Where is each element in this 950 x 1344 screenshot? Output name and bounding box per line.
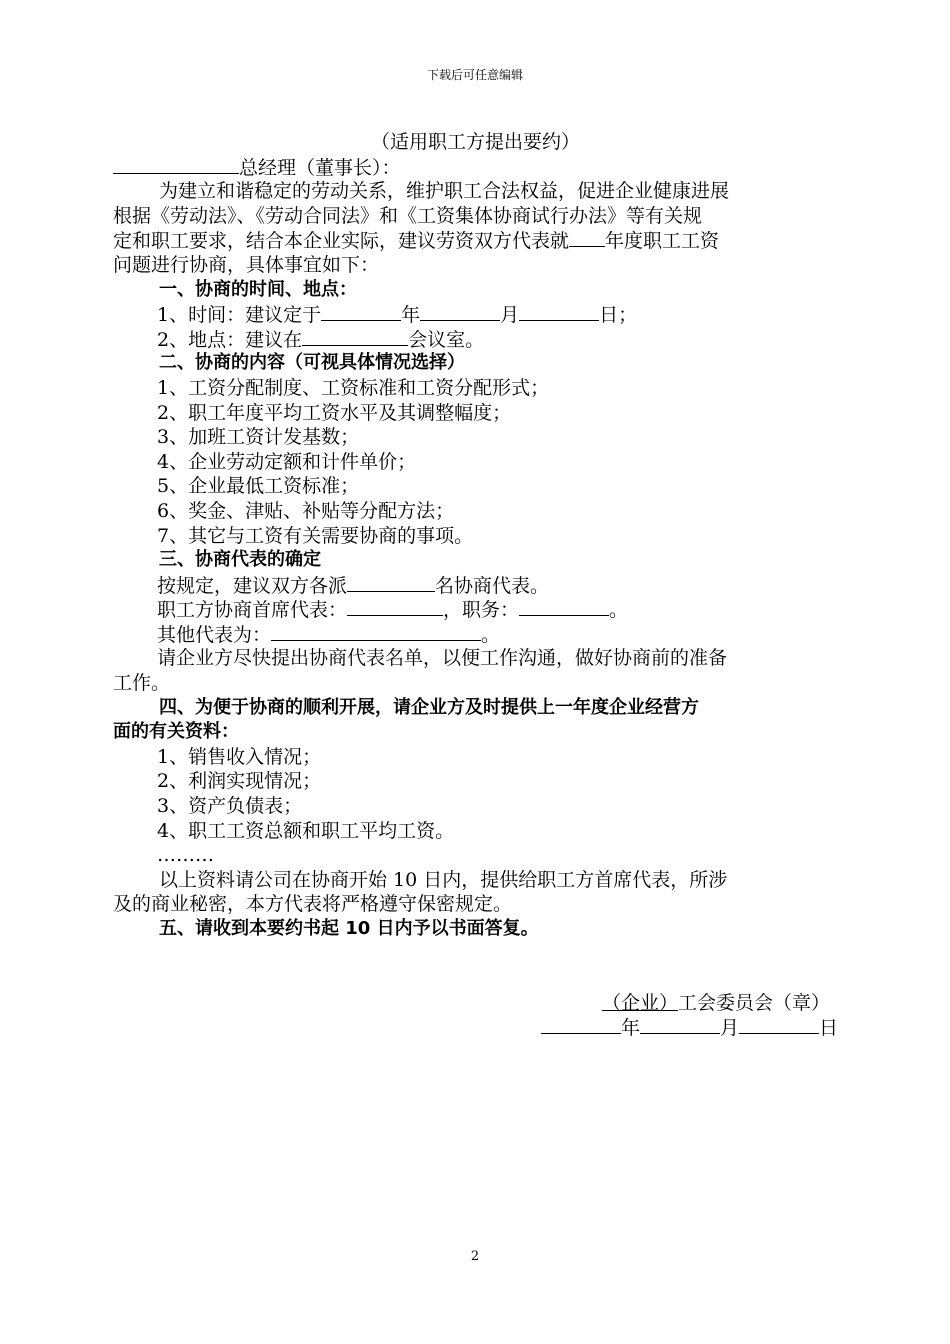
- chief-rep-end: 。: [609, 599, 629, 622]
- sign-month-blank[interactable]: [640, 1015, 720, 1034]
- list-item: 3、加班工资计发基数；: [157, 426, 360, 449]
- signature-org-line: [113, 991, 838, 1016]
- page-number: 2: [470, 1249, 480, 1264]
- section4-heading-line-2: 面的有关资料：: [113, 721, 239, 743]
- signature-org: （企业）: [601, 991, 678, 1014]
- intro-line-2: 根据《劳动法》、《劳动合同法》和《工资集体协商试行办法》等有关规: [113, 204, 703, 227]
- intro-line-1: 为建立和谐稳定的劳动关系，维护职工合法权益，促进企业健康进展: [159, 180, 730, 203]
- place-suffix: 会议室。: [408, 328, 485, 351]
- list-item: 7、其它与工资有关需要协商的事项。: [157, 524, 474, 547]
- list-item: 5、企业最低工资标准；: [157, 475, 360, 498]
- header-note: 下载后可任意编辑: [426, 68, 523, 82]
- time-year-blank[interactable]: [321, 302, 401, 321]
- list-item: 1、工资分配制度、工资标准和工资分配形式；: [157, 376, 550, 399]
- company-name-blank[interactable]: [113, 155, 239, 174]
- signature-date-line: [113, 1015, 838, 1040]
- request-line-1: 请企业方尽快提出协商代表名单，以便工作沟通，做好协商前的准备: [157, 647, 728, 670]
- signature-committee: 工会委员会（章）: [677, 991, 830, 1014]
- spacer: [113, 942, 838, 991]
- section3-heading: 三、协商代表的确定: [159, 549, 321, 571]
- list-item: 2、利润实现情况；: [157, 770, 322, 793]
- time-year-label: 年: [401, 304, 421, 327]
- rep-count-blank[interactable]: [347, 573, 435, 592]
- section5-heading: 五、请收到本要约书起 10 日内予以书面答复。: [159, 918, 539, 939]
- salutation: 总经理（董事长）：: [239, 156, 401, 179]
- list-item: 3、资产负债表；: [157, 795, 303, 818]
- rep-count-suffix: 名协商代表。: [435, 574, 550, 597]
- list-item: 1、销售收入情况；: [157, 745, 322, 768]
- list-item: 6、奖金、津贴、补贴等分配方法；: [157, 499, 455, 522]
- place-prefix: 2、地点：建议在: [157, 328, 303, 351]
- intro-line-3a: 定和职工要求，结合本企业实际，建议劳资双方代表就: [113, 230, 570, 253]
- time-prefix: 1、时间：建议定于: [157, 304, 322, 327]
- list-item: 4、职工工资总额和职工平均工资。: [157, 819, 455, 842]
- sign-day-blank[interactable]: [739, 1015, 819, 1034]
- materials-note-line-2: 及的商业秘密，本方代表将严格遵守保密规定。: [113, 893, 513, 916]
- list-item: 2、职工年度平均工资水平及其调整幅度；: [157, 401, 512, 424]
- sign-year-blank[interactable]: [541, 1015, 621, 1034]
- sign-month-label: 月: [719, 1017, 739, 1040]
- section2-heading: 二、协商的内容（可视具体情况选择）: [159, 352, 465, 374]
- other-reps-end: 。: [481, 623, 501, 646]
- materials-note-line-1: 以上资料请公司在协商开始 10 日内，提供给职工方首席代表，所涉: [159, 868, 728, 891]
- chief-rep-position-blank[interactable]: [519, 597, 609, 616]
- sign-day-label: 日: [818, 1017, 838, 1040]
- sign-year-label: 年: [620, 1017, 640, 1040]
- rep-count-line: [113, 573, 838, 598]
- intro-line-3: [113, 228, 838, 253]
- time-day-label: 日；: [599, 304, 638, 327]
- rep-count-prefix: 按规定，建议双方各派: [157, 574, 348, 597]
- time-month-blank[interactable]: [420, 302, 500, 321]
- intro-line-3b: 年度职工工资: [605, 230, 720, 253]
- chief-rep-mid: ，职务：: [443, 599, 520, 622]
- intro-line-4: 问题进行协商，具体事宜如下：: [113, 253, 380, 276]
- chief-rep-name-blank[interactable]: [347, 597, 443, 616]
- salutation-line: [113, 155, 838, 180]
- year-blank[interactable]: [569, 228, 605, 247]
- other-reps-prefix: 其他代表为：: [157, 623, 272, 646]
- document-body: [113, 130, 838, 1040]
- request-line-2: 工作。: [113, 672, 171, 695]
- time-month-label: 月: [500, 304, 520, 327]
- chief-rep-line: [113, 597, 838, 622]
- section1-heading: 一、协商的时间、地点：: [159, 278, 357, 300]
- place-line: [113, 327, 838, 352]
- ellipsis: ………: [157, 844, 214, 867]
- place-blank[interactable]: [302, 327, 408, 346]
- list-item: 4、企业劳动定额和计件单价；: [157, 450, 417, 473]
- chief-rep-prefix: 职工方协商首席代表：: [157, 599, 348, 622]
- section4-heading-line-1: 四、为便于协商的顺利开展，请企业方及时提供上一年度企业经营方: [159, 696, 699, 718]
- other-reps-blank[interactable]: [271, 622, 481, 641]
- subtitle: （适用职工方提出要约）: [370, 131, 580, 153]
- time-line: [113, 302, 838, 327]
- other-reps-line: [113, 622, 838, 647]
- time-day-blank[interactable]: [519, 302, 599, 321]
